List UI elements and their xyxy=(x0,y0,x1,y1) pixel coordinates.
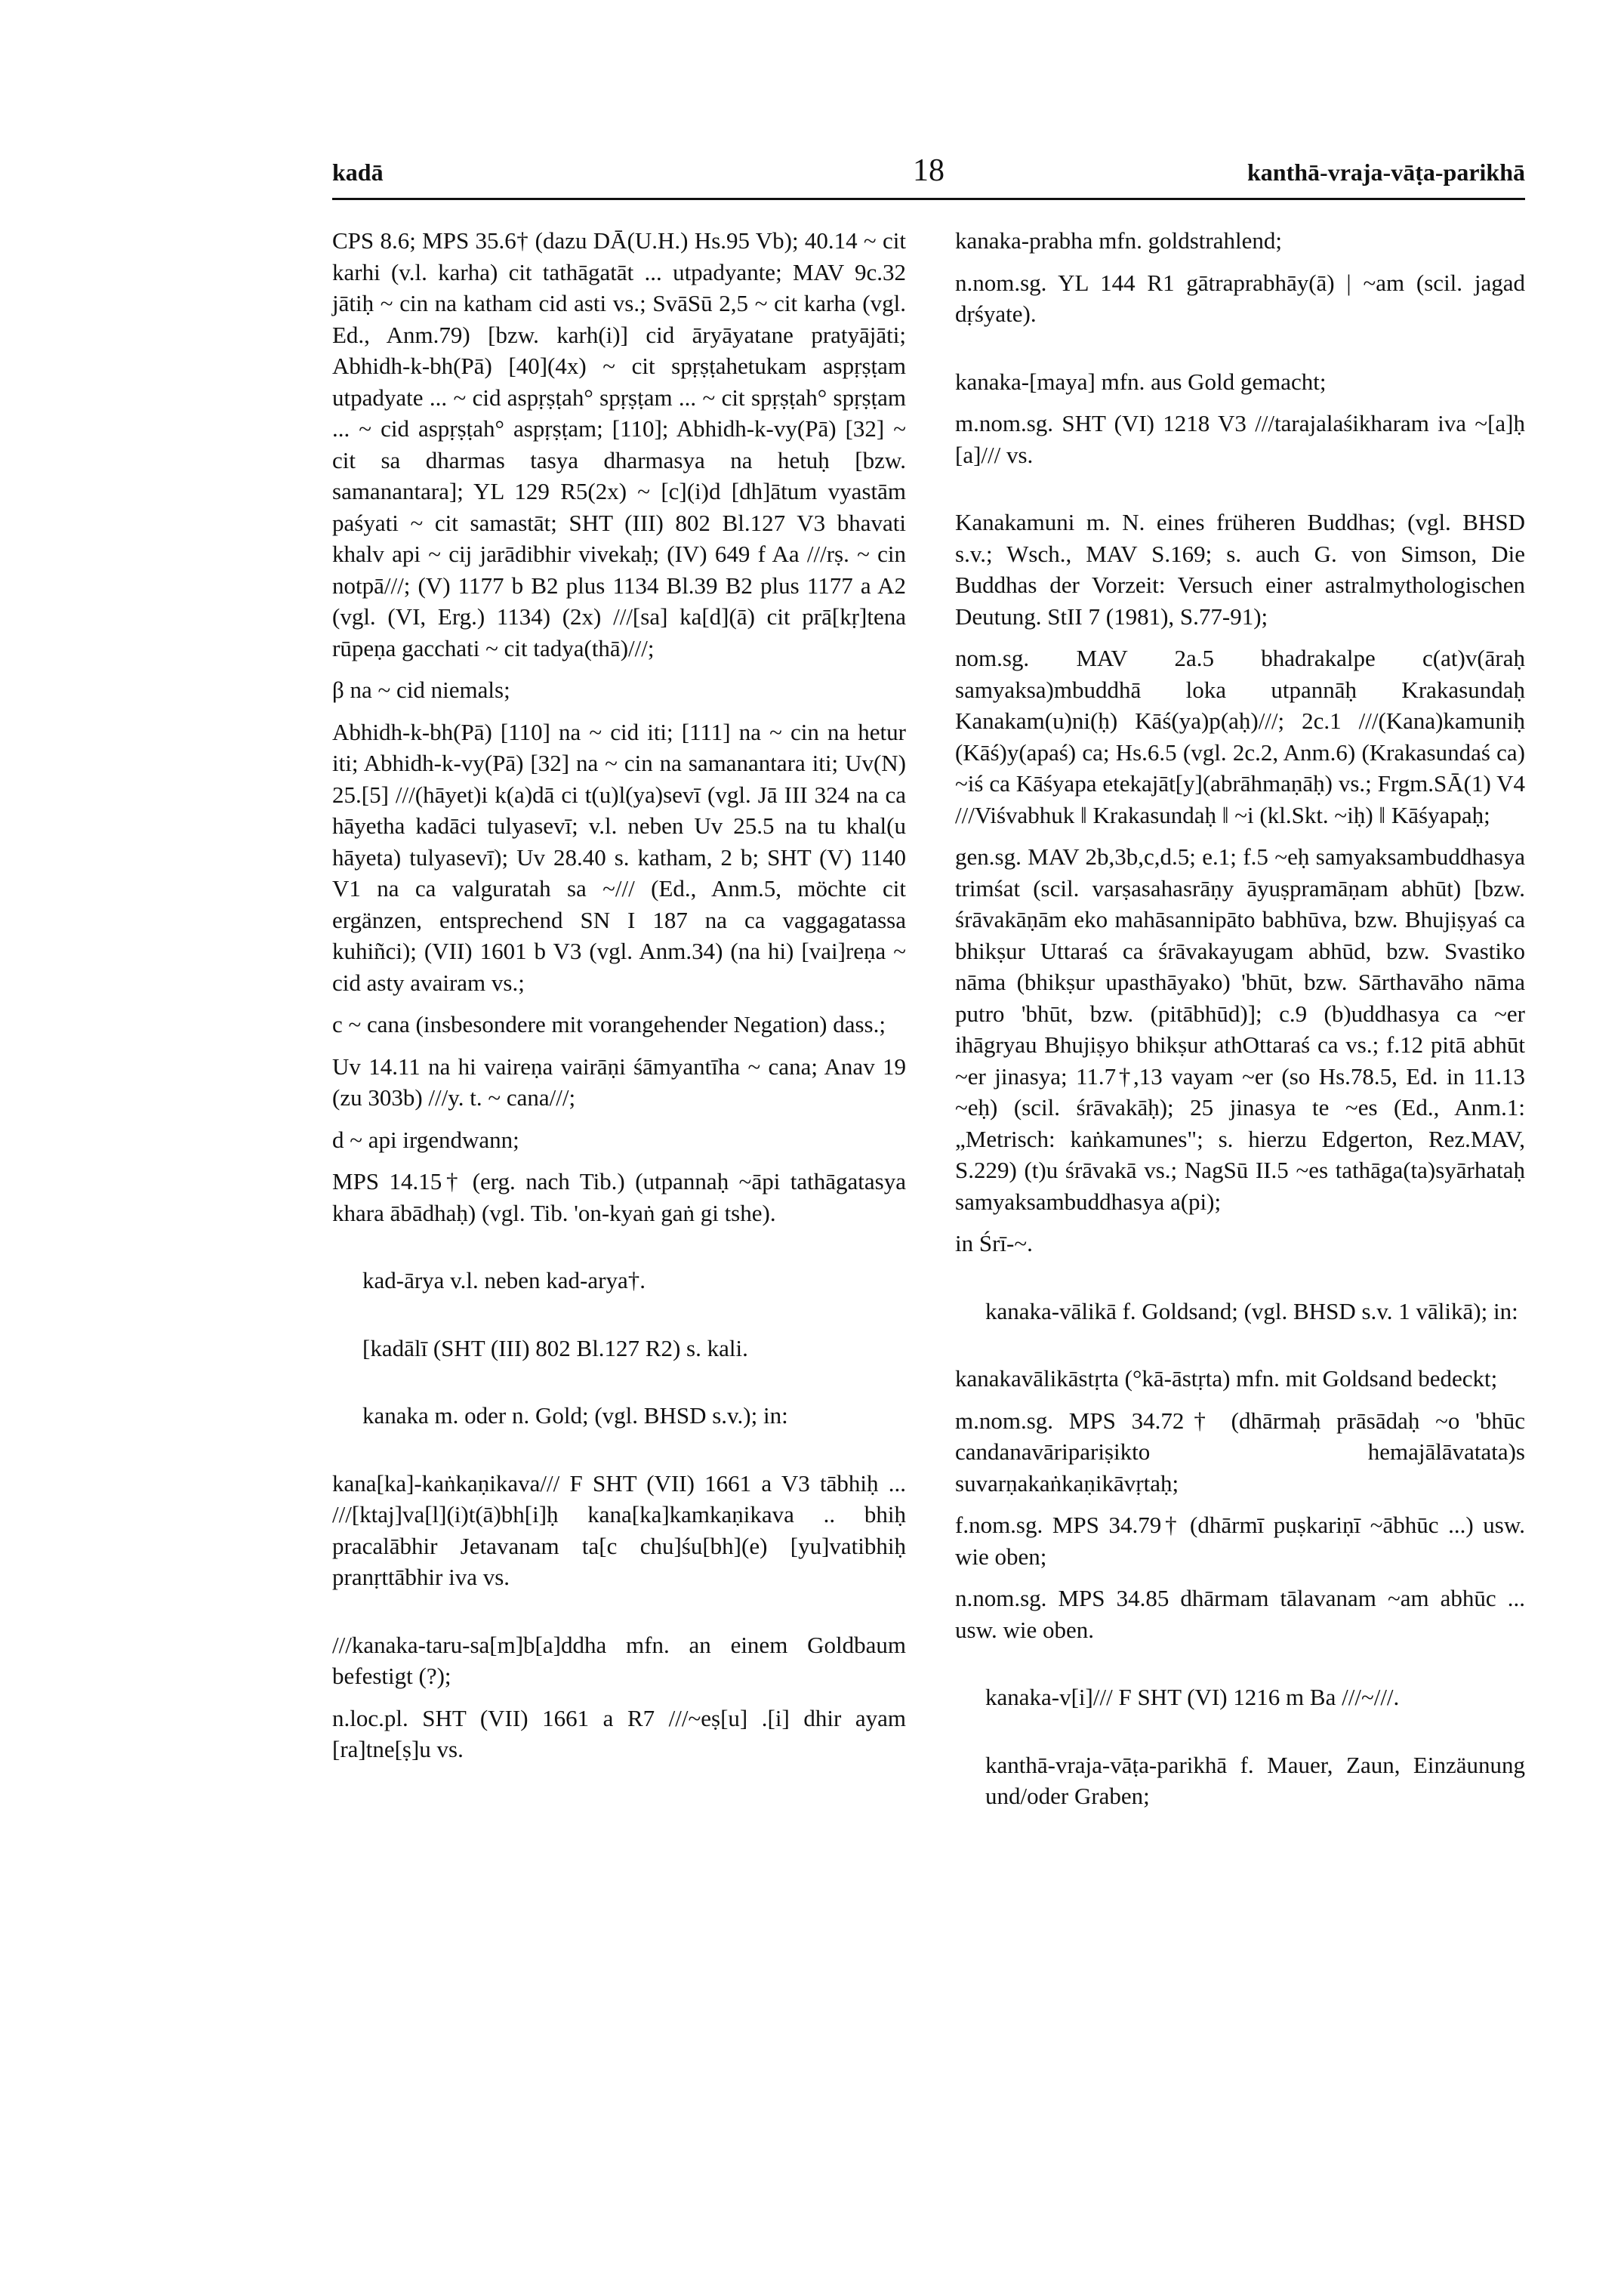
right-headword-kantha-vraja: kanthā-vraja-vāṭa-parikhā f. Mauer, Zaun, Einzäunung und/oder Graben; xyxy=(985,1751,1525,1809)
right-column xyxy=(955,225,1525,1823)
right-entry-1: n.nom.sg. YL 144 R1 gātraprabhāy(ā) | ~am (scil. jagad dṛśyate). xyxy=(955,269,1525,327)
right-entry-5: in Śrī-~. xyxy=(955,1230,1033,1256)
right-entry-6: m.nom.sg. MPS 34.72† (dhārmaḥ prāsādaḥ ~o 'bhūc candanavāripariṣikto hemajālāvatata)s suvarṇakaṅkaṇikāvṛtaḥ; xyxy=(955,1407,1525,1497)
left-entry-loc-pl: n.loc.pl. SHT (VII) 1661 a R7 ///~eṣ[u] .[i] dhir ayam [ra]tne[ṣ]u vs. xyxy=(332,1704,906,1762)
right-headword-kanaka-vi: kanaka-v[i]/// F SHT (VI) 1216 m Ba ///~///. xyxy=(985,1684,1400,1710)
right-entry-4: gen.sg. MAV 2b,3b,c,d.5; e.1; f.5 ~eḥ samyaksambuddhasya trimśat (scil. varṣasahasrāṇy āyuṣpramāṇam abhūt) [bzw. śrāvakāṇām eko mahāsannipāto babhūva, bzw. Bhujiṣyaś ca bhikṣur Uttaraś ca śrāvakayugam abhūd, bzw. Svastiko nāma (bhikṣur upasthāyako) 'bhūt, bzw. Sārthavāho nāma putro 'bhūt, bzw. (pitābhūd)]; c.9 (b)uddhasya ca ~er ihāgryau Bhujiṣyo bhikṣur athOttaraś ca vs.; f.12 pitā abhūt ~er jinasya; 11.7†,13 vayam ~er (so Hs.78.5, Ed. in 11.13 ~eḥ) (scil. śrāvakāḥ); 25 jinasya te ~es (Ed., Anm.1: „Metrisch: kaṅkamunes"; s. hierzu Edgerton, Rez.MAV, S.229) (t)u śrāvakā vs.; NagSū II.5 ~es tathāga(ta)syārhataḥ samyaksambuddhasya a(pi); xyxy=(955,843,1525,1215)
page-number: 18 xyxy=(913,153,945,188)
running-header xyxy=(332,151,1525,200)
right-headword-kanaka-prabha: kanaka-prabha mfn. goldstrahlend; xyxy=(955,227,1282,254)
right-entry-7: f.nom.sg. MPS 34.79† (dhārmī puṣkariṇī ~ābhūc ...) usw. wie oben; xyxy=(955,1512,1525,1570)
left-headword-kanaka-taru: ///kanaka-taru-sa[m]b[a]ddha mfn. an einem Goldbaum befestigt (?); xyxy=(332,1631,906,1689)
right-entry-8: n.nom.sg. MPS 34.85 dhārmam tālavanam ~am abhūc ... usw. wie oben. xyxy=(955,1585,1525,1643)
left-entry-4: c ~ cana (insbesondere mit vorangehender Negation) dass.; xyxy=(332,1011,886,1037)
left-headword-kanaka: kanaka m. oder n. Gold; (vgl. BHSD s.v.); in: xyxy=(362,1402,788,1429)
right-headword-kanakavalikastrta: kanakavālikāstṛta (°kā-āstṛta) mfn. mit Goldsand bedeckt; xyxy=(955,1365,1498,1392)
left-entry-2: β na ~ cid niemals; xyxy=(332,677,510,703)
left-column xyxy=(332,225,906,1776)
left-entry-7: MPS 14.15† (erg. nach Tib.) (utpannaḥ ~āpi tathāgatasya khara ābādhaḥ) (vgl. Tib. 'on-kyaṅ gaṅ gi tshe). xyxy=(332,1168,906,1226)
header-left-headword: kadā xyxy=(332,159,384,186)
header-right-headword: kanthā-vraja-vāṭa-parikhā xyxy=(1247,159,1525,186)
right-headword-kanakamuni: Kanakamuni m. N. eines früheren Buddhas; (vgl. BHSD s.v.; Wsch., MAV S.169; s. auch G. von Simson, Die Buddhas der Vorzeit: Versuch einer astralmythologischen Deutung. StII 7 (1981), S.77-91); xyxy=(955,509,1525,630)
left-entry-1: CPS 8.6; MPS 35.6† (dazu DĀ(U.H.) Hs.95 Vb); 40.14 ~ cit karhi (v.l. karha) cit tathāgatāt ... utpadyante; MAV 9c.32 jātiḥ ~ cin na katham cid asti vs.; SvāSū 2,5 ~ cit karha (vgl. Ed., Anm.79) [bzw. karh(i)] cid āryāyatane pratyājāti; Abhidh-k-bh(Pā) [40](4x) ~ cit spṛṣṭahetukam aspṛṣṭam utpadyate ... ~ cid aspṛṣṭah° spṛṣṭam ... ~ cit spṛṣṭah° spṛṣṭam ... ~ cid aspṛṣṭah° aspṛṣṭam; [110]; Abhidh-k-vy(Pā) [32] ~ cit sa dharmas tasya dharmasya na hetuḥ [bzw. samanantara]; YL 129 R5(2x) ~ [c](i)d [dh]ātum vyastām paśyati ~ cit samastāt; SHT (III) 802 Bl.127 V3 bhavati khalv api ~ cij jarādibhir vivekaḥ; (IV) 649 f Aa ///rṣ. ~ cin notpā///; (V) 1177 b B2 plus 1134 Bl.39 B2 plus 1177 a A2 (vgl. (VI, Erg.) 1134) (2x) ///[sa] ka[d](ā) cit prā[kṛ]tena rūpeṇa gacchati ~ cit tadya(thā)///; xyxy=(332,227,906,661)
left-entry-3: Abhidh-k-bh(Pā) [110] na ~ cid iti; [111] na ~ cin na hetur iti; Abhidh-k-vy(Pā) [32] na ~ cin na samanantara iti; Uv(N) 25.[5] ///(hāyet)i k(a)dā ci t(u)l(ya)sevī (vgl. Jā III 324 na ca hāyetha kadāci tulyasevī; v.l. neben Uv 25.5 na tu khal(u hāyeta) tulyasevī); Uv 28.40 s. katham, 2 b; SHT (V) 1140 V1 na ca valguratah sa ~/// (Ed., Anm.5, möchte cit ergänzen, entsprechend SN I 187 na ca vaggagatassa kuhiñci); (VII) 1601 b V3 (vgl. Anm.34) (na hi) [vai]reṇa ~ cid asty avairam vs.; xyxy=(332,718,906,996)
left-headword-kadali: [kadālī (SHT (III) 802 Bl.127 R2) s. kali. xyxy=(362,1334,748,1361)
right-headword-kanaka-valika: kanaka-vālikā f. Goldsand; (vgl. BHSD s.v. 1 vālikā); in: xyxy=(985,1297,1518,1324)
left-entry-5: Uv 14.11 na hi vaireṇa vairāṇi śāmyantīha ~ cana; Anav 19 (zu 303b) ///y. t. ~ cana///; xyxy=(332,1053,906,1111)
right-entry-2: m.nom.sg. SHT (VI) 1218 V3 ///tarajalaśikharam iva ~[a]ḥ [a]/// vs. xyxy=(955,410,1525,468)
right-entry-3: nom.sg. MAV 2a.5 bhadrakalpe c(at)v(āraḥ samyaksa)mbuddhā loka utpannāḥ Krakasundaḥ Kanakam(u)ni(ḥ) Kāś(ya)p(aḥ)///; 2c.1 ///(Kana)kamuniḥ (Kāś)y(apaś) ca; Hs.6.5 (vgl. 2c.2, Anm.6) (Krakasundaś ca) ~iś ca Kāśyapa etekajāt[y](abrāhmaṇāḥ) vs.; Frgm.SĀ(1) V4 ///Viśvabhuk ‖ Krakasundaḥ ‖ ~i (kl.Skt. ~iḥ) ‖ Kāśyapaḥ; xyxy=(955,645,1525,828)
left-entry-6: d ~ api irgendwann; xyxy=(332,1126,519,1153)
right-headword-kanaka-maya: kanaka-[maya] mfn. aus Gold gemacht; xyxy=(955,368,1327,395)
left-entry-kanaka-kankanikava: kana[ka]-kaṅkaṇikava/// F SHT (VII) 1661 a V3 tābhiḥ ... ///[ktaj]va[l](i)t(ā)bh[i]ḥ kana[ka]kamkaṇikava .. bhiḥ pracalābhir Jetavanam ta[c chu]śu[bh](e) [yu]vatibhiḥ pranṛttābhir iva vs. xyxy=(332,1469,906,1590)
left-headword-kad-arya: kad-ārya v.l. neben kad-arya†. xyxy=(362,1267,646,1293)
